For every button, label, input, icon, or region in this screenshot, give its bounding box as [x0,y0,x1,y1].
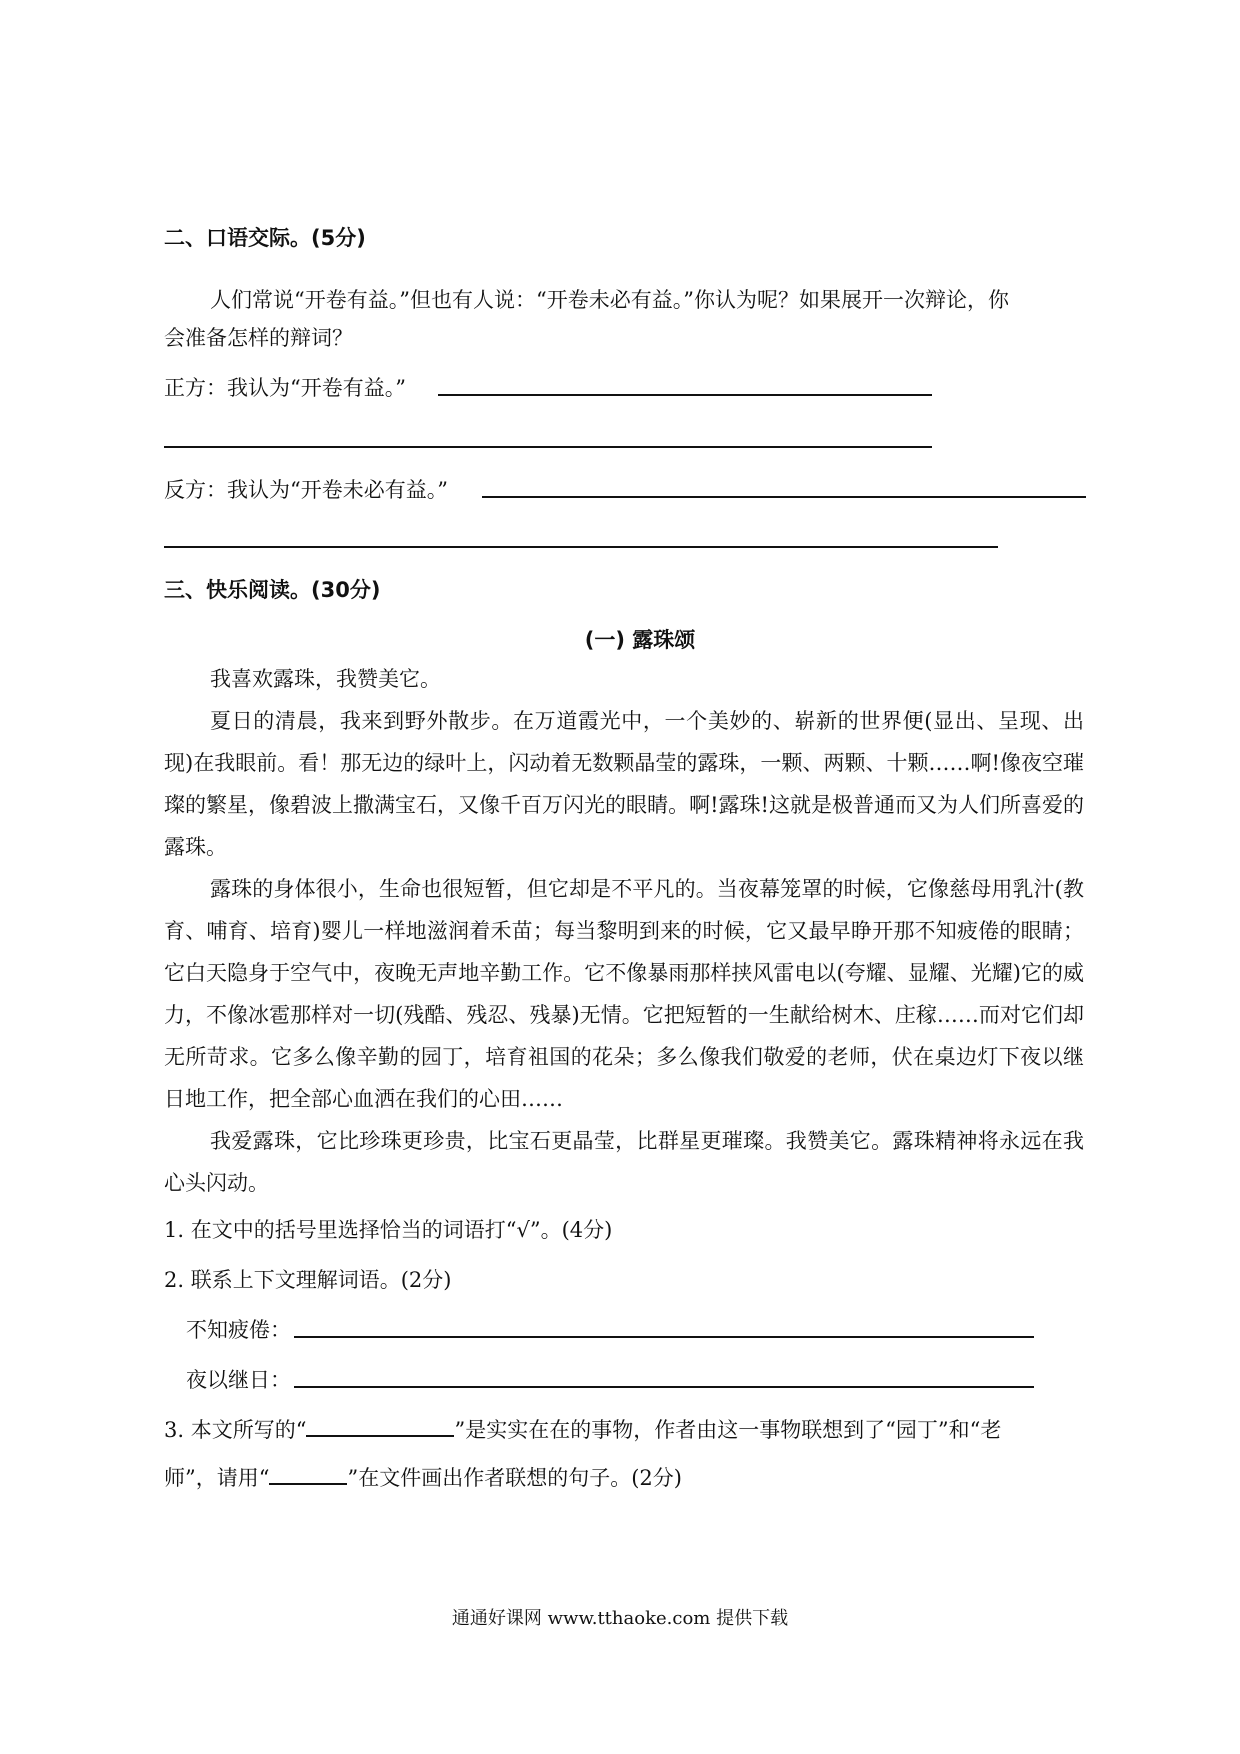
pro-answer-line-2[interactable] [164,446,932,448]
q3-text-part2: ”是实实在在的事物，作者由这一事物联想到了“园丁”和“老 [454,1418,1002,1442]
q2-answer-line-2[interactable] [294,1386,1034,1388]
page-footer: 通通好课网 www.tthaoke.com 提供下载 [451,1608,789,1629]
con-answer-line-2[interactable] [164,546,998,548]
q3-blank-mark[interactable] [269,1465,347,1485]
con-answer-line-1[interactable] [482,496,1086,498]
q3-text-part1: 3. 本文所写的“ [164,1418,307,1442]
question-3-line-1 [164,1414,1001,1444]
question-3-line-2 [164,1462,682,1492]
section2-heading: 二、口语交际。(5分) [164,226,366,250]
section3-heading: 三、快乐阅读。(30分) [164,578,381,602]
pro-answer-line-1[interactable] [438,394,932,396]
passage-paragraph-2: 夏日的清晨，我来到野外散步。在万道霞光中，一个美妙的、崭新的世界便(显出、呈现、出现)在我眼前。看！那无边的绿叶上，闪动着无数颗晶莹的露珠，一颗、两颗、十颗……啊!像夜空璀璨的繁星，像碧波上撒满宝石，又像千百万闪光的眼睛。啊!露珠!这就是极普通而又为人们所喜爱的露珠。 [164,709,1084,859]
section2-prompt-line1: 人们常说“开卷有益。”但也有人说：“开卷未必有益。”你认为呢？如果展开一次辩论，你 [210,288,1009,312]
q3-text-part4: ”在文件画出作者联想的句子。(2分) [347,1466,682,1490]
passage-paragraph-3: 露珠的身体很小，生命也很短暂，但它却是不平凡的。当夜幕笼罩的时候，它像慈母用乳汁(教育、哺育、培育)婴儿一样地滋润着禾苗；每当黎明到来的时候，它又最早睁开那不知疲倦的眼睛；它白天隐身于空气中，夜晚无声地辛勤工作。它不像暴雨那样挟风雷电以(夸耀、显耀、光耀)它的威力，不像冰雹那样对一切(残酷、残忍、残暴)无情。它把短暂的一生献给树木、庄稼……而对它们却无所苛求。它多么像辛勤的园丁，培育祖国的花朵；多么像我们敬爱的老师，伏在桌边灯下夜以继日地工作，把全部心血洒在我们的心田…… [164,877,1084,1111]
passage-title: (一) 露珠颂 [584,628,696,652]
q3-blank-object[interactable] [306,1417,454,1437]
passage-paragraph-4: 我爱露珠，它比珍珠更珍贵，比宝石更晶莹，比群星更璀璨。我赞美它。露珠精神将永远在我心头闪动。 [164,1129,1084,1195]
q2-term-1: 不知疲倦： [186,1318,291,1342]
q2-answer-line-1[interactable] [294,1336,1034,1338]
q3-text-part3: 师”，请用“ [164,1466,270,1490]
passage-paragraph-1: 我喜欢露珠，我赞美它。 [210,667,441,691]
pro-side-label: 正方：我认为“开卷有益。” [164,376,406,400]
question-1: 1. 在文中的括号里选择恰当的词语打“√”。(4分) [164,1218,613,1242]
con-side-label: 反方：我认为“开卷未必有益。” [164,478,448,502]
section2-prompt-line2: 会准备怎样的辩词？ [164,326,353,350]
q2-term-2: 夜以继日： [186,1368,291,1392]
question-2: 2. 联系上下文理解词语。(2分) [164,1268,452,1292]
